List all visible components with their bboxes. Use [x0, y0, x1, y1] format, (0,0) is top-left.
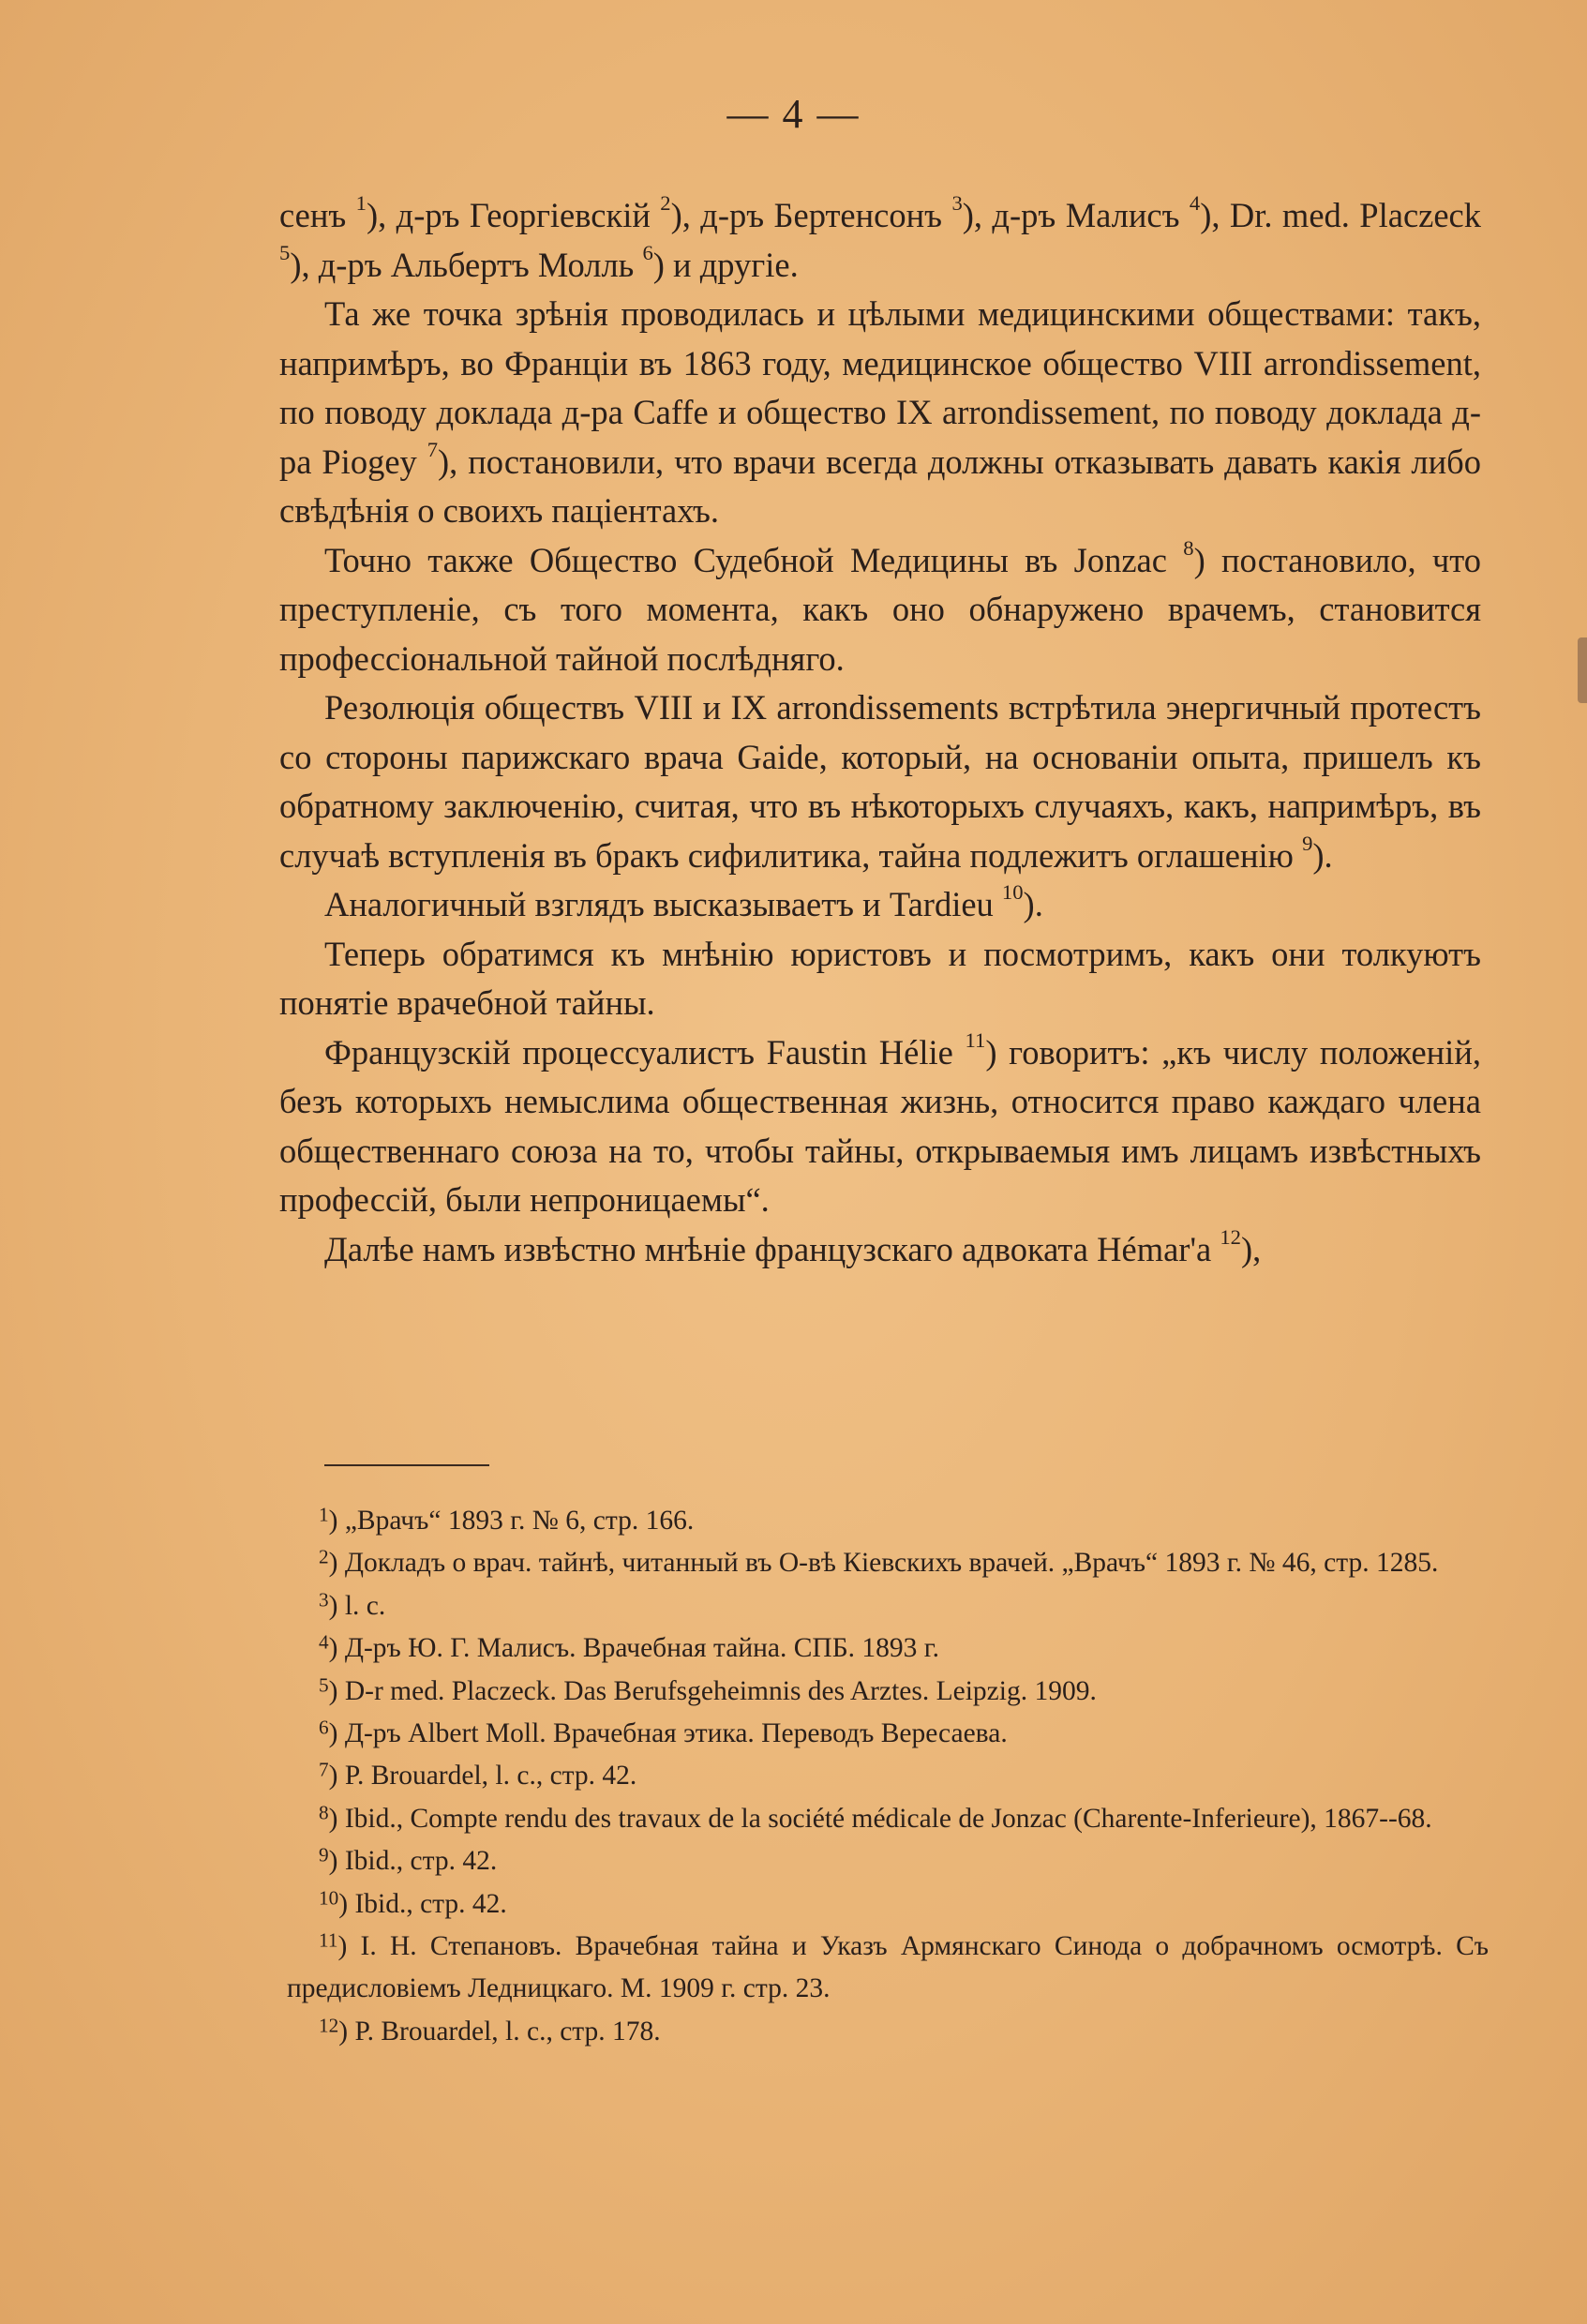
footnote-reference: 12	[1220, 1224, 1241, 1249]
footnote-number: 6	[319, 1716, 329, 1739]
text-run: Французскій процессуалистъ Faustin Hélie	[324, 1032, 966, 1072]
text-run: ), постановили, что врачи всегда должны отказывать давать какія либо свѣдѣнія о своихъ паціентахъ.	[279, 442, 1482, 530]
paragraph	[279, 1225, 1481, 1275]
footnote-reference: 6	[642, 240, 653, 264]
footnote-reference: 9	[1302, 831, 1313, 855]
footnote-text: l. c.	[344, 1590, 386, 1621]
footnote-text: Ibid., стр. 42.	[344, 1846, 498, 1877]
footnotes	[287, 1500, 1489, 2053]
text-run: ).	[1023, 885, 1043, 923]
footnote-reference: 5	[279, 240, 291, 264]
paragraph	[279, 930, 1481, 1028]
footnote-number: 2	[319, 1545, 329, 1568]
footnote-reference: 2	[660, 190, 671, 215]
paragraph	[279, 536, 1481, 684]
footnote-text: Д-ръ Albert Moll. Врачебная этика. Переводъ Вересаева.	[344, 1718, 1008, 1749]
footnote-text: Ibid., Compte rendu des travaux de la société médicale de Jonzac (Charente-Inferieure), 1867--68.	[344, 1803, 1432, 1834]
footnote-number: 3	[319, 1588, 329, 1612]
footnote-paren: )	[338, 2016, 355, 2047]
text-run: ), д-ръ Бертенсонъ	[670, 196, 952, 234]
text-run: ) постановило, что преступленіе, съ того момента, какъ оно обнаружено врачемъ, становится профессіональной тайной послѣдняго.	[279, 540, 1481, 678]
footnote	[287, 1500, 1489, 1542]
footnote-reference: 11	[965, 1027, 986, 1052]
text-run: ) и другіе.	[652, 245, 799, 284]
footnote-reference: 8	[1183, 535, 1194, 560]
footnote	[287, 1883, 1489, 1926]
paragraph	[279, 290, 1481, 536]
footnote-paren: )	[337, 1931, 361, 1962]
footnote-text: D-r med. Placzeck. Das Berufsgeheimnis des Arztes. Leipzig. 1909.	[344, 1675, 1097, 1706]
footnote-number: 1	[319, 1503, 329, 1526]
footnote-text: P. Brouardel, l. c., стр. 42.	[344, 1761, 637, 1792]
text-run: ), д-ръ Альбертъ Молль	[290, 245, 643, 284]
footnote-number: 10	[319, 1886, 339, 1910]
footnote-paren: )	[328, 1548, 345, 1579]
paragraph	[279, 191, 1481, 290]
footnote-paren: )	[338, 1888, 355, 1919]
text-run: ), Dr. med. Placzeck	[1200, 196, 1481, 234]
text-run: Та же точка зрѣнія проводилась и цѣлыми медицинскими обществами: такъ, напримѣръ, во Франціи въ 1863 году, медицинское общество VIII arrondissement, по поводу доклада д-ра Caffe и общество IX arrondissement, по поводу доклада д-ра Piogey	[279, 294, 1481, 481]
footnote-paren: )	[328, 1675, 345, 1706]
footnote-number: 12	[319, 2014, 339, 2037]
paragraph	[279, 880, 1481, 930]
footnote	[287, 1926, 1489, 2011]
footnote-paren: )	[328, 1803, 345, 1834]
footnote-paren: )	[328, 1506, 345, 1536]
footnote-reference: 3	[951, 190, 963, 215]
text-run: ) говоритъ: „къ числу положеній, безъ которыхъ немыслима общественная жизнь, относится право каждаго члена общественнаго союза на то, чтобы тайны, открываемыя имъ лицамъ извѣстныхъ профессій, были непроницаемы“.	[279, 1032, 1481, 1219]
footnote	[287, 1671, 1489, 1713]
footnote-reference: 1	[355, 190, 367, 215]
text-run: Аналогичный взглядъ высказываетъ и Tardieu	[324, 885, 1002, 923]
footnote-text: Докладъ о врач. тайнѣ, читанный въ О-вѣ Кіевскихъ врачей. „Врачъ“ 1893 г. № 46, стр. 1285.	[344, 1548, 1439, 1579]
main-text	[279, 191, 1481, 1274]
text-run: сенъ	[279, 196, 356, 234]
footnote	[287, 1798, 1489, 1840]
paragraph	[279, 1028, 1481, 1225]
footnote-text: I. Н. Степановъ. Врачебная тайна и Указъ Армянскаго Синода о добрачномъ осмотрѣ. Съ предисловіемъ Ледницкаго. М. 1909 г. стр. 23.	[287, 1931, 1490, 2004]
footnote	[287, 1755, 1489, 1797]
footnote-text: P. Brouardel, l. c., стр. 178.	[354, 2016, 661, 2047]
footnote	[287, 1542, 1489, 1584]
footnote-number: 11	[319, 1928, 338, 1952]
text-run: Точно также Общество Судебной Медицины въ Jonzac	[324, 540, 1184, 579]
footnote	[287, 1585, 1489, 1627]
footnote-reference: 10	[1001, 879, 1024, 904]
footnote-reference: 4	[1189, 190, 1201, 215]
footnote	[287, 1627, 1489, 1670]
text-run: ), д-ръ Малисъ	[962, 196, 1190, 234]
paragraph	[279, 683, 1481, 880]
text-run: ), д-ръ Георгіевскій	[366, 196, 661, 234]
footnote	[287, 2011, 1489, 2053]
footnote-reference: 7	[427, 437, 439, 461]
footnote-number: 4	[319, 1630, 329, 1654]
footnote-paren: )	[328, 1846, 345, 1877]
text-run: ),	[1240, 1229, 1262, 1268]
footnote-text: Д-ръ Ю. Г. Малисъ. Врачебная тайна. СПБ. 1893 г.	[344, 1633, 939, 1664]
footnote-number: 8	[319, 1801, 329, 1824]
footnote-number: 7	[319, 1758, 329, 1781]
footnote-paren: )	[328, 1633, 345, 1664]
text-run: Резолюція обществъ VIII и IX arrondissements встрѣтила энергичный протестъ со стороны парижскаго врача Gaide, который, на основаніи опыта, пришелъ къ обратному заключенію, считая, что въ нѣкоторыхъ случаяхъ, какъ, напримѣръ, въ случаѣ вступленія въ бракъ сифилитика, тайна подлежитъ оглашенію	[279, 688, 1481, 875]
footnote-number: 5	[319, 1673, 329, 1697]
footnote	[287, 1713, 1489, 1755]
footnote-separator	[324, 1464, 489, 1466]
page-edge-mark	[1578, 637, 1587, 703]
footnote-paren: )	[328, 1761, 345, 1792]
footnote	[287, 1840, 1489, 1882]
text-run: Далѣе намъ извѣстно мнѣніе французскаго адвоката Hémar'а	[324, 1229, 1220, 1268]
text-run: ).	[1312, 835, 1333, 875]
text-run: Теперь обратимся къ мнѣнію юристовъ и посмотримъ, какъ они толкуютъ понятіе врачебной тайны.	[279, 934, 1481, 1022]
page-number: — 4 —	[726, 91, 861, 137]
footnote-text: „Врачъ“ 1893 г. № 6, стр. 166.	[344, 1506, 695, 1536]
footnote-paren: )	[328, 1590, 345, 1621]
footnote-number: 9	[319, 1843, 329, 1867]
footnote-text: Ibid., стр. 42.	[354, 1888, 507, 1919]
footnote-paren: )	[328, 1718, 345, 1749]
